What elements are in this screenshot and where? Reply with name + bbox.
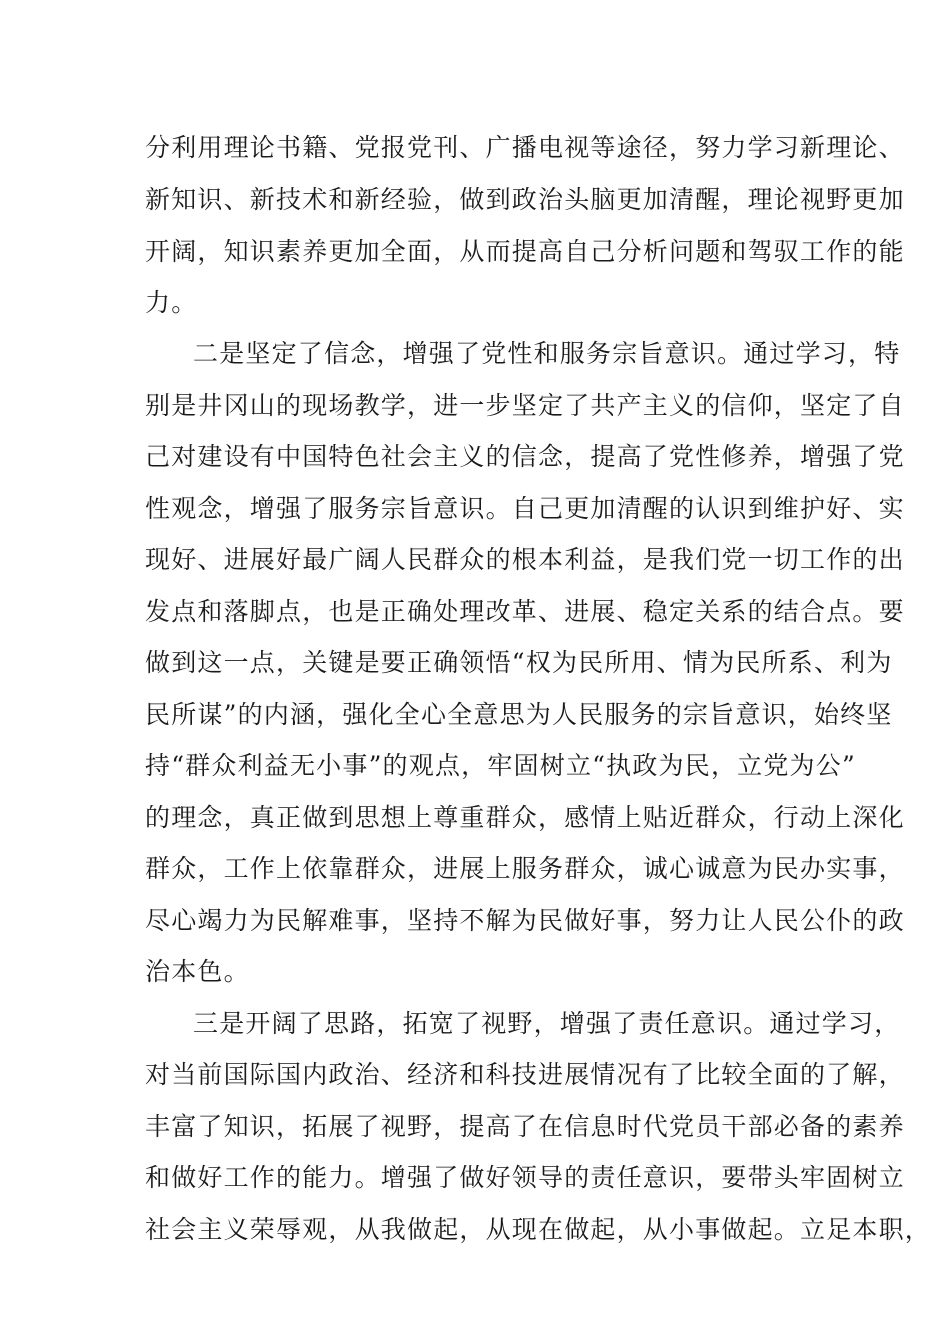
text-line: 做到这一点，关键是要正确领悟“权为民所用、情为民所系、利为	[145, 648, 893, 677]
text-line: 性观念，增强了服务宗旨意识。自己更加清醒的认识到维护好、实	[145, 494, 905, 523]
text-line: 己对建设有中国特色社会主义的信念，提高了党性修养，增强了党	[145, 442, 905, 471]
text-line: 和做好工作的能力。增强了做好领导的责任意识，要带头牢固树立	[145, 1163, 905, 1192]
text-line: 发点和落脚点，也是正确处理改革、进展、稳定关系的结合点。要	[145, 597, 905, 626]
text-line: 社会主义荣辱观，从我做起，从现在做起，从小事做起。立足本职，	[145, 1215, 932, 1244]
text-line: 开阔，知识素养更加全面，从而提高自己分析问题和驾驭工作的能	[145, 237, 905, 266]
text-line: 持“群众利益无小事”的观点，牢固树立“执政为民，立党为公”	[145, 751, 856, 780]
text-line: 对当前国际国内政治、经济和科技进展情况有了比较全面的了解，	[145, 1060, 905, 1089]
text-line: 新知识、新技术和新经验，做到政治头脑更加清醒，理论视野更加	[145, 185, 905, 214]
paragraph-start-line: 三是开阔了思路，拓宽了视野，增强了责任意识。通过学习，	[193, 1009, 901, 1038]
text-line: 治本色。	[145, 957, 250, 986]
text-line: 的理念，真正做到思想上尊重群众，感情上贴近群众，行动上深化	[145, 803, 905, 832]
text-line: 分利用理论书籍、党报党刊、广播电视等途径，努力学习新理论、	[145, 133, 905, 162]
text-line: 现好、进展好最广阔人民群众的根本利益，是我们党一切工作的出	[145, 545, 905, 574]
text-line: 丰富了知识，拓展了视野，提高了在信息时代党员干部必备的素养	[145, 1112, 905, 1141]
text-line: 民所谋”的内涵，强化全心全意思为人民服务的宗旨意识，始终坚	[145, 700, 893, 729]
text-line: 尽心竭力为民解难事，坚持不解为民做好事，努力让人民公仆的政	[145, 906, 905, 935]
text-line: 别是井冈山的现场教学，进一步坚定了共产主义的信仰，坚定了自	[145, 391, 905, 420]
paragraph-start-line: 二是坚定了信念，增强了党性和服务宗旨意识。通过学习，特	[193, 339, 901, 368]
text-line: 力。	[145, 288, 198, 317]
text-line: 群众，工作上依靠群众，进展上服务群众，诚心诚意为民办实事，	[145, 854, 905, 883]
